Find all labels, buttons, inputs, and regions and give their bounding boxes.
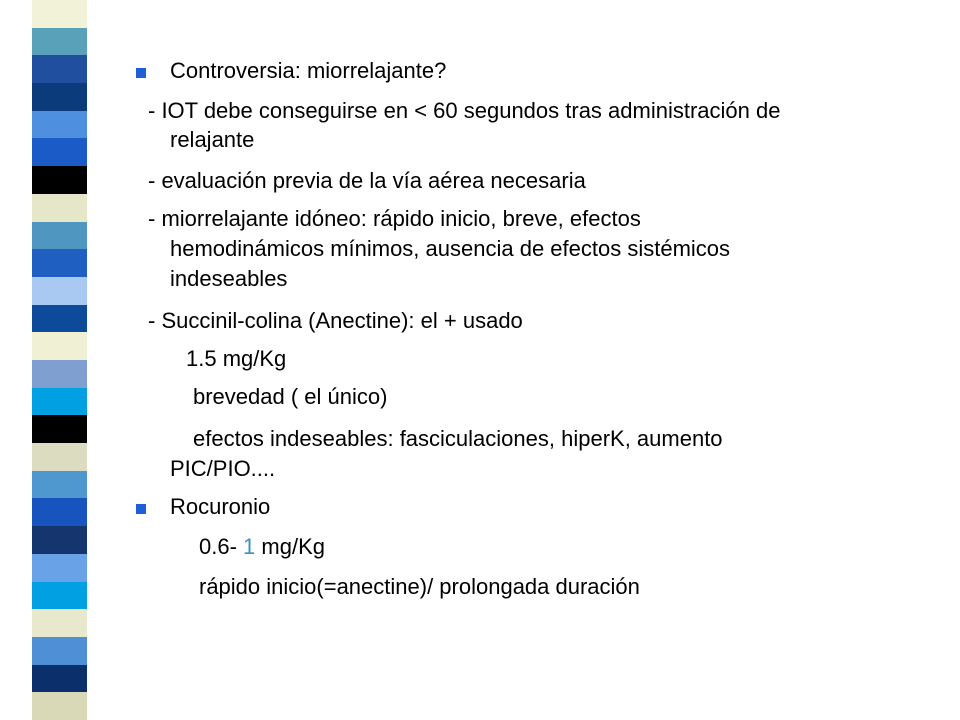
text-line-efectos: efectos indeseables: fasciculaciones, hiperK, aumento xyxy=(193,426,723,451)
text-line-evaluacion: - evaluación previa de la vía aérea necesaria xyxy=(148,168,586,193)
decorative-stripe-bar xyxy=(32,0,87,720)
decorative-stripe xyxy=(32,83,87,111)
decorative-stripe xyxy=(32,138,87,166)
dose-unit: mg/Kg xyxy=(255,534,325,559)
decorative-stripe xyxy=(32,305,87,333)
dose-range-end-highlight: 1 xyxy=(243,534,256,559)
decorative-stripe xyxy=(32,277,87,305)
stripe-edge-divider xyxy=(87,0,89,720)
dose-range-start: 0.6- xyxy=(199,534,244,559)
decorative-stripe xyxy=(32,637,87,665)
decorative-stripe xyxy=(32,471,87,499)
decorative-stripe xyxy=(32,388,87,416)
bullet-text-controversia: Controversia: miorrelajante? xyxy=(170,58,447,83)
decorative-stripe xyxy=(32,55,87,83)
decorative-stripe xyxy=(32,498,87,526)
text-line-brevedad: brevedad ( el único) xyxy=(193,384,388,409)
square-bullet-icon xyxy=(136,504,146,514)
text-line-iot-cont: relajante xyxy=(170,127,255,152)
decorative-stripe xyxy=(32,332,87,360)
bullet-text-rocuronio: Rocuronio xyxy=(170,494,271,519)
text-line-rocuronio-inicio: rápido inicio(=anectine)/ prolongada duración xyxy=(199,574,640,599)
decorative-stripe xyxy=(32,692,87,720)
text-line-dosis-rocuronio xyxy=(199,532,325,562)
decorative-stripe xyxy=(32,0,87,28)
decorative-stripe xyxy=(32,554,87,582)
decorative-stripe xyxy=(32,360,87,388)
decorative-stripe xyxy=(32,526,87,554)
text-line-dosis-succinil: 1.5 mg/Kg xyxy=(186,346,287,371)
decorative-stripe xyxy=(32,222,87,250)
decorative-stripe xyxy=(32,249,87,277)
decorative-stripe xyxy=(32,665,87,693)
text-line-efectos-cont: PIC/PIO.... xyxy=(170,456,276,481)
text-line-miorrelajante-ideal-cont2: indeseables xyxy=(170,266,288,291)
decorative-stripe xyxy=(32,166,87,194)
text-line-miorrelajante-ideal: - miorrelajante idóneo: rápido inicio, breve, efectos xyxy=(148,206,641,231)
decorative-stripe xyxy=(32,194,87,222)
text-line-succinilcolina: - Succinil-colina (Anectine): el + usado xyxy=(148,308,523,333)
decorative-stripe xyxy=(32,415,87,443)
decorative-stripe xyxy=(32,582,87,610)
text-line-miorrelajante-ideal-cont: hemodinámicos mínimos, ausencia de efectos sistémicos xyxy=(170,236,731,261)
text-line-iot: - IOT debe conseguirse en < 60 segundos tras administración de xyxy=(148,98,781,123)
square-bullet-icon xyxy=(136,68,146,78)
decorative-stripe xyxy=(32,111,87,139)
decorative-stripe xyxy=(32,28,87,56)
decorative-stripe xyxy=(32,443,87,471)
decorative-stripe xyxy=(32,609,87,637)
